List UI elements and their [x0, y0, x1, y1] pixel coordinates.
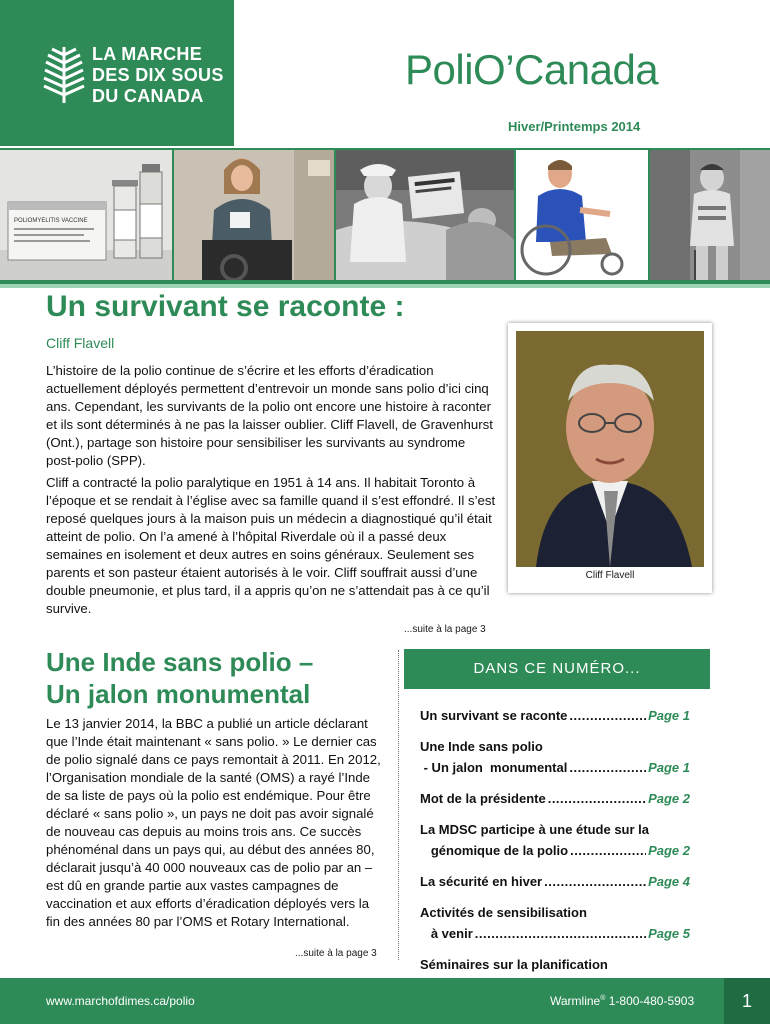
logo-line-2: DES DIX SOUS	[92, 65, 224, 85]
article1-paragraph-2: Cliff a contracté la polio paralytique en 1951 à 14 ans. Il habitait Toronto à l’époque et se rendait à l’église avec sa famille quand il s’est effondré. Il s’est reposé quelques jours à la maison puis un médecin a diagnostiqué qu’il était atteint de polio. On l’a amené à l’hôpital Riverdale où il a passé deux semaines en isolement et deux autres en soins généraux. Seulement ses parents et son pasteur étaient autorisés à le voir. Cliff souffrait aussi d’une double pneumonie, et plus tard, il a appris qu’on ne s’attendait pas à ce qu’il survive.	[46, 475, 496, 616]
toc-item-title: Mot de la présidente	[420, 791, 546, 806]
toc-heading: DANS CE NUMÉRO...	[404, 649, 710, 689]
toc-item-page: Page 1	[648, 760, 690, 775]
toc-item-page: Page 1	[648, 708, 690, 723]
article1-byline: Cliff Flavell	[46, 335, 115, 351]
toc-item-title: Un survivant se raconte	[420, 708, 568, 723]
toc-item-page: Page 2	[648, 791, 690, 806]
article1-paragraph-1: L’histoire de la polio continue de s’écrire et les efforts d’éradication actuellement déployés permettent d’entrevoir un monde sans polio d’ici cinq ans. Cependant, les survivants de la polio ont encore une histoire à raconter et ils sont déterminés à ne pas la laisser oublier. Cliff Flavell, de Gravenhurst (Ont.), partage son histoire pour sensibiliser les survivants au syndrome post-polio (SPP).	[46, 363, 493, 468]
toc-item-title: Activités de sensibilisation	[420, 905, 587, 920]
toc-item-subtitle: - Un jalon monumental	[420, 760, 568, 775]
vaccine-box-label: POLIOMYELITIS VACCINE	[14, 218, 88, 224]
tree-logo-icon	[42, 45, 86, 105]
toc-item-title: Séminaires sur la planification	[420, 957, 608, 972]
cliff-flavell-portrait	[516, 331, 704, 567]
article2-paragraph: Le 13 janvier 2014, la BBC a publié un article déclarant que l’Inde était maintenant « sans polio. » Le dernier cas de polio signalé dans ce pays remontait à 2011. En 2012, l’Organisation mondiale de la santé (OMS) a rayé l’Inde de sa liste de pays où la polio est endémique. Pour être déclaré « sans polio », un pays ne doit pas avoir signalé de nouveau cas depuis au moins trois ans. Ce succès phénoménal dans un pays qui, au début des années 80, déclarait jusqu’à 40 000 nouveaux cas de polio par an – est dû en grande partie aux vastes campagnes de vaccination et aux efforts d’éradication déployés vers la fin des années 80 par l’OMS et Rotary International.	[46, 716, 381, 929]
portrait-caption: Cliff Flavell	[585, 570, 635, 581]
registered-mark: ®	[600, 995, 606, 1002]
wheelchair-photo	[516, 150, 648, 280]
toc-item[interactable]	[420, 902, 690, 944]
child-brace-photo	[650, 150, 770, 280]
vaccine-photo	[0, 150, 172, 280]
toc-item[interactable]	[420, 871, 690, 892]
toc-item[interactable]	[420, 788, 690, 809]
toc-item-title: La MDSC participe à une étude sur la	[420, 822, 649, 837]
article2-title-line-1: Une Inde sans polio –	[46, 647, 314, 677]
article2-title	[46, 646, 313, 710]
toc-item-page: Page 5	[648, 926, 690, 941]
page-number: 1	[724, 978, 770, 1024]
speaker-photo	[174, 150, 334, 280]
toc-item-page: Page 4	[648, 874, 690, 889]
iron-lung-photo	[336, 150, 514, 280]
toc-item-subtitle: à venir	[420, 926, 473, 941]
toc-item[interactable]	[420, 705, 690, 726]
warmline-label: Warmline	[550, 994, 601, 1008]
footer-warmline	[550, 994, 694, 1008]
logo-wordmark	[92, 44, 224, 107]
warmline-number: 1-800-480-5903	[605, 994, 695, 1008]
article2-title-line-2: Un jalon monumental	[46, 679, 311, 709]
column-divider	[398, 650, 399, 960]
toc-item-title: Une Inde sans polio	[420, 739, 543, 754]
article1-continued: ...suite à la page 3	[404, 624, 486, 635]
logo-line-1: LA MARCHE	[92, 44, 203, 64]
article2-continued: ...suite à la page 3	[295, 948, 377, 959]
issue-date: Hiver/Printemps 2014	[508, 119, 641, 134]
header-rule	[0, 284, 770, 288]
table-of-contents	[420, 705, 690, 1006]
footer-website-link[interactable]: www.marchofdimes.ca/polio	[46, 994, 195, 1008]
toc-item[interactable]	[420, 819, 690, 861]
toc-item-page: Page 2	[648, 843, 690, 858]
logo-line-3: DU CANADA	[92, 86, 204, 106]
article1-title: Un survivant se raconte :	[46, 290, 405, 323]
toc-item[interactable]	[420, 736, 690, 778]
toc-item-subtitle: génomique de la polio	[420, 843, 569, 858]
publication-title: PoliO’Canada	[405, 46, 659, 93]
toc-item-title: La sécurité en hiver	[420, 874, 543, 889]
